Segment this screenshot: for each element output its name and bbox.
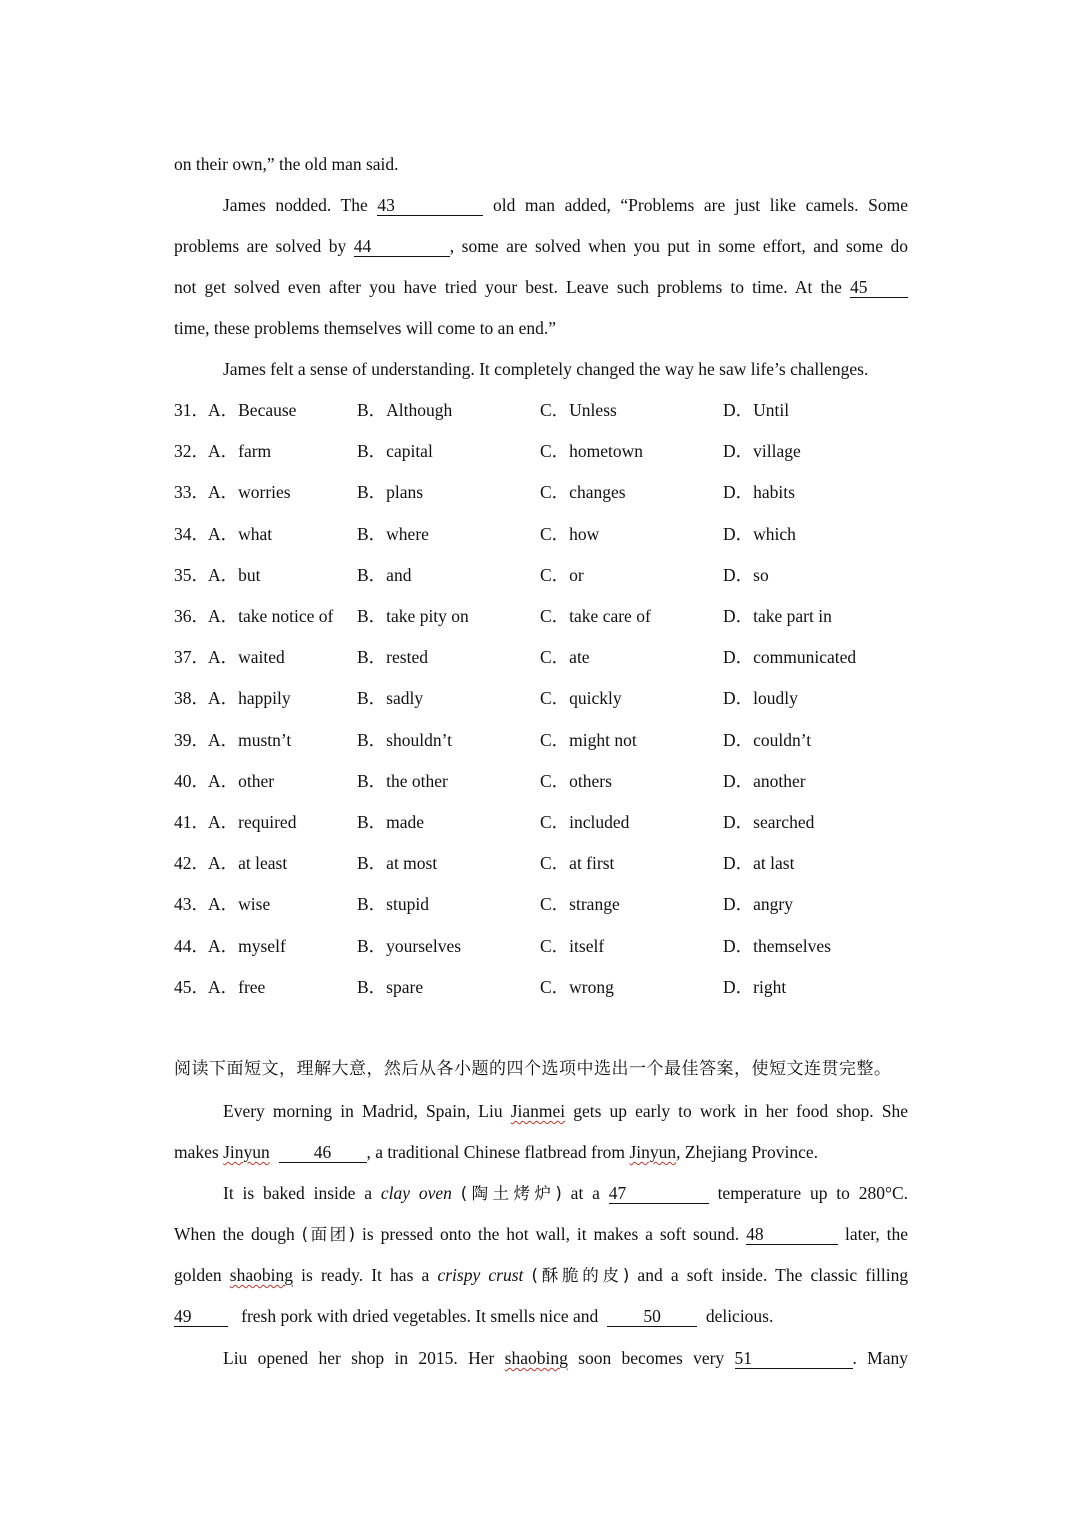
passage-text: makes xyxy=(174,1142,219,1162)
passage-text: . Many xyxy=(852,1348,909,1368)
option-d: D．right xyxy=(723,976,787,997)
chinese-gloss: (酥脆的皮) xyxy=(531,1266,630,1285)
option-d: D．searched xyxy=(723,812,815,832)
passage-line xyxy=(174,349,908,390)
passage-text: golden xyxy=(174,1265,222,1285)
option-c: C．ate xyxy=(540,647,590,668)
option-a: A．what xyxy=(208,523,273,544)
passage-text: and a soft inside. The classic filling xyxy=(637,1265,909,1285)
passage-text: on their own,” the old man said. xyxy=(174,154,399,174)
option-a: A．farm xyxy=(208,441,272,462)
option-c: C．itself xyxy=(540,935,605,956)
proper-name: Jinyun xyxy=(223,1142,270,1162)
question-row xyxy=(174,390,908,431)
question-number: 43． xyxy=(174,894,209,915)
option-b: B．sadly xyxy=(357,688,424,709)
blank-50: 50 xyxy=(607,1306,697,1327)
passage-line xyxy=(174,308,908,349)
option-d: D．communicated xyxy=(723,647,857,668)
passage-text: James nodded. The xyxy=(223,195,368,215)
passage-text: time, these problems themselves will come to an end.” xyxy=(174,318,556,338)
proper-name: Jianmei xyxy=(510,1101,566,1121)
italic-term: crispy crust xyxy=(437,1265,524,1285)
blank-44: 44 xyxy=(354,236,450,257)
blank-47: 47 xyxy=(609,1183,709,1204)
option-c: C．changes xyxy=(540,482,626,503)
option-a: A．wise xyxy=(208,894,271,915)
option-c: C．at first xyxy=(540,853,615,874)
option-a: A．required xyxy=(208,812,297,832)
passage-line xyxy=(174,144,908,185)
question-row xyxy=(174,555,908,596)
section-instruction: 阅读下面短文，理解大意，然后从各小题的四个选项中选出一个最佳答案，使短文连贯完整。 xyxy=(174,1059,892,1079)
blank-48: 48 xyxy=(746,1224,838,1245)
option-a: A．happily xyxy=(208,688,291,709)
question-number: 41． xyxy=(174,812,209,832)
option-c: C．how xyxy=(540,523,600,544)
proper-name: shaobing xyxy=(504,1348,568,1368)
passage-text: Liu opened her shop in 2015. Her xyxy=(223,1348,495,1368)
option-a: A．myself xyxy=(208,935,286,956)
option-b: B．shouldn’t xyxy=(357,729,452,750)
passage-text: It is baked inside a xyxy=(223,1183,373,1203)
question-row xyxy=(174,926,908,967)
option-a: A．take notice of xyxy=(208,606,334,626)
passage-text: later, the xyxy=(844,1224,909,1244)
option-d: D．another xyxy=(723,770,806,791)
question-row xyxy=(174,843,908,884)
option-c: C．might not xyxy=(540,729,637,750)
passage-line xyxy=(174,185,908,226)
passage-line xyxy=(174,1091,908,1132)
option-a: A．free xyxy=(208,976,266,997)
passage-text: not get solved even after you have tried your best. Leave such problems to time. At the xyxy=(174,277,842,297)
option-d: D．so xyxy=(723,564,769,585)
option-d: D．Until xyxy=(723,400,790,420)
passage-line xyxy=(174,1255,908,1296)
option-d: D．at last xyxy=(723,853,795,874)
option-a: A．other xyxy=(208,770,275,791)
option-c: C．included xyxy=(540,812,630,832)
question-number: 40． xyxy=(174,770,209,791)
question-row xyxy=(174,637,908,678)
option-b: B．made xyxy=(357,812,425,832)
blank-49: 49 xyxy=(174,1306,228,1327)
option-a: A．but xyxy=(208,564,261,585)
question-row xyxy=(174,678,908,719)
option-d: D．which xyxy=(723,523,796,544)
question-row xyxy=(174,431,908,472)
question-row xyxy=(174,761,908,802)
chinese-gloss: (面团) xyxy=(301,1225,356,1244)
passage-text: James felt a sense of understanding. It completely changed the way he saw life’s challenges. xyxy=(223,359,869,379)
passage-text: old man added, “Problems are just like camels. Some xyxy=(492,195,909,215)
option-a: A．mustn’t xyxy=(208,729,292,750)
question-row xyxy=(174,472,908,513)
proper-name: Jinyun xyxy=(629,1142,677,1162)
question-row xyxy=(174,884,908,925)
question-number: 44． xyxy=(174,935,209,956)
question-number: 36． xyxy=(174,606,209,626)
passage-text: temperature up to 280°C. xyxy=(717,1183,909,1203)
option-c: C．wrong xyxy=(540,976,614,997)
option-c: C．or xyxy=(540,564,584,585)
option-b: B．Although xyxy=(357,400,453,420)
option-c: C．take care of xyxy=(540,606,651,626)
option-d: D．village xyxy=(723,441,801,462)
passage-line xyxy=(174,1296,908,1337)
question-row xyxy=(174,596,908,637)
option-a: A．at least xyxy=(208,853,288,874)
option-c: C．strange xyxy=(540,894,620,915)
passage-text: , a traditional Chinese flatbread from xyxy=(366,1142,626,1162)
blank-46: 46 xyxy=(279,1142,367,1163)
question-number: 31． xyxy=(174,400,209,420)
option-d: D．themselves xyxy=(723,935,831,956)
passage-text: soon becomes very xyxy=(578,1348,725,1368)
option-d: D．habits xyxy=(723,482,795,503)
passage-text: delicious. xyxy=(705,1306,774,1326)
question-number: 33． xyxy=(174,482,209,503)
blank-45: 45 xyxy=(850,277,908,298)
option-b: B．at most xyxy=(357,853,438,874)
passage-line xyxy=(174,1338,908,1379)
passage-text: at a xyxy=(570,1183,600,1203)
question-number: 42． xyxy=(174,853,209,874)
passage-text: is ready. It has a xyxy=(301,1265,430,1285)
passage-text: problems are solved by xyxy=(174,236,347,256)
option-b: B．spare xyxy=(357,976,424,997)
option-d: D．take part in xyxy=(723,606,832,626)
passage-text: Every morning in Madrid, Spain, Liu xyxy=(223,1101,503,1121)
passage-text: is pressed onto the hot wall, it makes a soft sound. xyxy=(362,1224,740,1244)
blank-43: 43 xyxy=(377,195,483,216)
italic-term: clay oven xyxy=(380,1183,452,1203)
option-b: B．stupid xyxy=(357,894,429,915)
passage-text: When the dough xyxy=(174,1224,295,1244)
option-d: D．loudly xyxy=(723,688,798,709)
question-row xyxy=(174,967,908,1008)
option-c: C．Unless xyxy=(540,400,617,420)
passage-line xyxy=(174,1132,908,1173)
option-b: B．where xyxy=(357,523,429,544)
option-b: B．rested xyxy=(357,647,428,668)
option-a: A．worries xyxy=(208,482,291,503)
option-c: C．quickly xyxy=(540,688,622,709)
option-b: B．capital xyxy=(357,441,433,462)
option-a: A．waited xyxy=(208,647,285,668)
option-c: C．hometown xyxy=(540,441,644,462)
option-c: C．others xyxy=(540,770,612,791)
passage-line xyxy=(174,226,908,267)
question-number: 32． xyxy=(174,441,209,462)
option-b: B．and xyxy=(357,564,412,585)
question-row xyxy=(174,514,908,555)
question-number: 38． xyxy=(174,688,209,709)
question-number: 45． xyxy=(174,976,209,997)
option-b: B．take pity on xyxy=(357,606,469,626)
passage-text: , Zhejiang Province. xyxy=(676,1142,819,1162)
question-number: 37． xyxy=(174,647,209,668)
option-b: B．yourselves xyxy=(357,935,462,956)
passage-line xyxy=(174,1214,908,1255)
option-b: B．plans xyxy=(357,482,424,503)
option-d: D．couldn’t xyxy=(723,729,812,750)
chinese-gloss: (陶土烤炉) xyxy=(460,1184,562,1203)
passage-text: fresh pork with dried vegetables. It smells nice and xyxy=(241,1306,599,1326)
passage-line xyxy=(174,1173,908,1214)
question-row xyxy=(174,720,908,761)
passage-text: , some are solved when you put in some effort, and some do xyxy=(449,236,908,256)
question-number: 34． xyxy=(174,523,209,544)
option-d: D．angry xyxy=(723,894,793,915)
option-a: A．Because xyxy=(208,400,297,420)
passage-text: gets up early to work in her food shop. She xyxy=(573,1101,908,1121)
passage-line xyxy=(174,267,908,308)
option-b: B．the other xyxy=(357,770,448,791)
proper-name: shaobing xyxy=(229,1265,293,1285)
question-row xyxy=(174,802,908,843)
question-number: 39． xyxy=(174,729,209,750)
blank-51: 51 xyxy=(735,1348,853,1369)
question-number: 35． xyxy=(174,564,209,585)
